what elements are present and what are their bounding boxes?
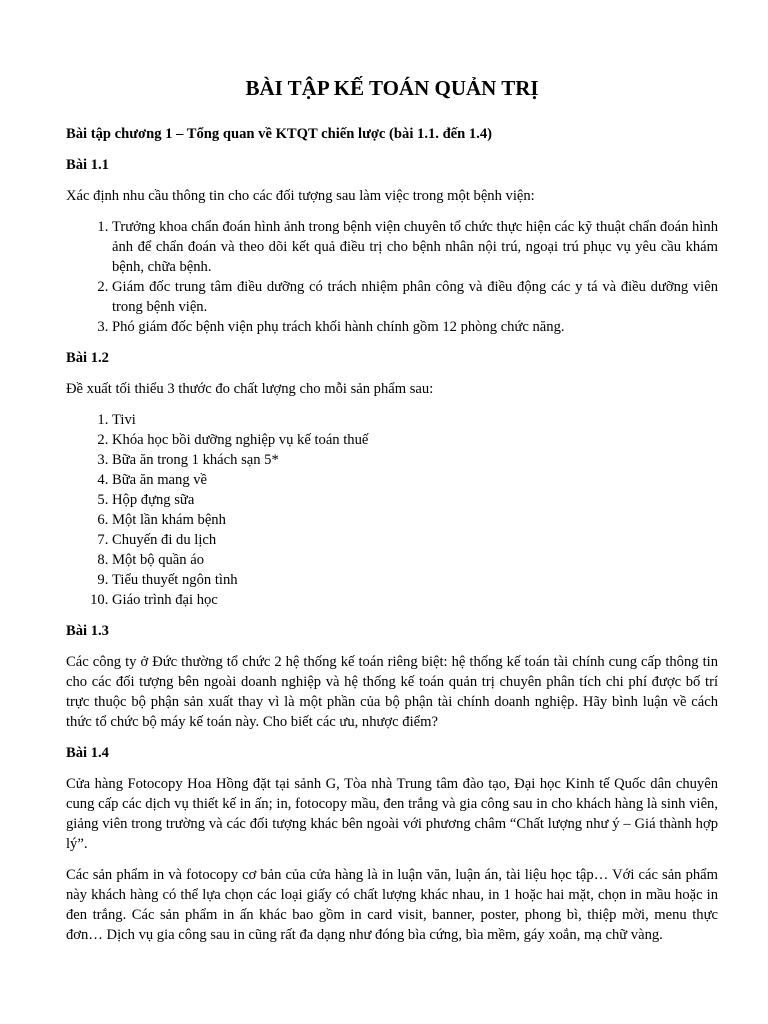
page-title: BÀI TẬP KẾ TOÁN QUẢN TRỊ (245, 76, 539, 100)
exercise-1-2-heading: Bài 1.2 (66, 350, 109, 366)
chapter-heading: Bài tập chương 1 – Tổng quan về KTQT chiến lược (bài 1.1. đến 1.4) (66, 126, 493, 142)
list-item: 2. Giám đốc trung tâm điều dưỡng có trách nhiệm phân công và điều động các y tá và điều dưỡng viên trong bệnh viện. (112, 277, 718, 317)
exercise-1-2-intro: Đề xuất tối thiểu 3 thước đo chất lượng cho mỗi sản phẩm sau: (66, 381, 434, 397)
list-item: 10. Giáo trình đại học (112, 590, 718, 610)
exercise-1-1-heading: Bài 1.1 (66, 157, 109, 173)
exercise-1-4-paragraph-1: Cửa hàng Fotocopy Hoa Hồng đặt tại sảnh G, Tòa nhà Trung tâm đào tạo, Đại học Kinh tế Quốc dân chuyên cung cấp các dịch vụ thiết kế in ấn; in, fotocopy mầu, đen trắng và gia công sau in cho khách hàng là sinh viên, giảng viên trong trường và các đối tượng khác bên ngoài với phương châm “Chất lượng như ý – Giá thành hợp lý”. (66, 776, 718, 852)
exercise-1-1-list (66, 217, 718, 337)
list-item: 1. Trưởng khoa chẩn đoán hình ảnh trong bệnh viện chuyên tổ chức thực hiện các kỹ thuật chẩn đoán hình ảnh để chẩn đoán và theo dõi kết quả điều trị cho bệnh nhân nội trú, ngoại trú phục vụ yêu cầu khám bệnh, chữa bệnh. (112, 217, 718, 277)
list-item: 3. Phó giám đốc bệnh viện phụ trách khối hành chính gồm 12 phòng chức năng. (112, 317, 718, 337)
exercise-1-2-list (66, 410, 718, 610)
list-item: 9. Tiểu thuyết ngôn tình (112, 570, 718, 590)
list-item: 3. Bữa ăn trong 1 khách sạn 5* (112, 450, 718, 470)
list-item: 8. Một bộ quần áo (112, 550, 718, 570)
list-item: 4. Bữa ăn mang về (112, 470, 718, 490)
exercise-1-3-heading: Bài 1.3 (66, 623, 109, 639)
exercise-1-4-heading: Bài 1.4 (66, 745, 109, 761)
list-item: 5. Hộp đựng sữa (112, 490, 718, 510)
exercise-1-3-text: Các công ty ở Đức thường tổ chức 2 hệ thống kế toán riêng biệt: hệ thống kế toán tài chính cung cấp thông tin cho các đối tượng bên ngoài doanh nghiệp và hệ thống kế toán quản trị chuyên phân tích chi phí được bố trí trực thuộc bộ phận sản xuất thay vì là một phần của bộ phận tài chính doanh nghiệp. Hãy bình luận về cách thức tổ chức bộ máy kế toán này. Cho biết các ưu, nhược điểm? (66, 654, 718, 730)
list-item: 2. Khóa học bồi dưỡng nghiệp vụ kế toán thuế (112, 430, 718, 450)
list-item: 1. Tivi (112, 410, 718, 430)
exercise-1-1-intro: Xác định nhu cầu thông tin cho các đối tượng sau làm việc trong một bệnh viện: (66, 188, 535, 204)
exercise-1-4-paragraph-2: Các sản phẩm in và fotocopy cơ bản của cửa hàng là in luận văn, luận án, tài liệu học tập… Với các sản phẩm này khách hàng có thể lựa chọn các loại giấy có chất lượng khác nhau, in 1 hoặc hai mặt, chọn in mầu hoặc in đen trắng. Các sản phẩm in ấn khác bao gồm in card visit, banner, poster, phong bì, thiệp mời, menu thực đơn… Dịch vụ gia công sau in cũng rất đa dạng như đóng bìa cứng, bìa mềm, gáy xoắn, mạ chữ vàng. (66, 867, 718, 943)
list-item: 7. Chuyến đi du lịch (112, 530, 718, 550)
list-item: 6. Một lần khám bệnh (112, 510, 718, 530)
